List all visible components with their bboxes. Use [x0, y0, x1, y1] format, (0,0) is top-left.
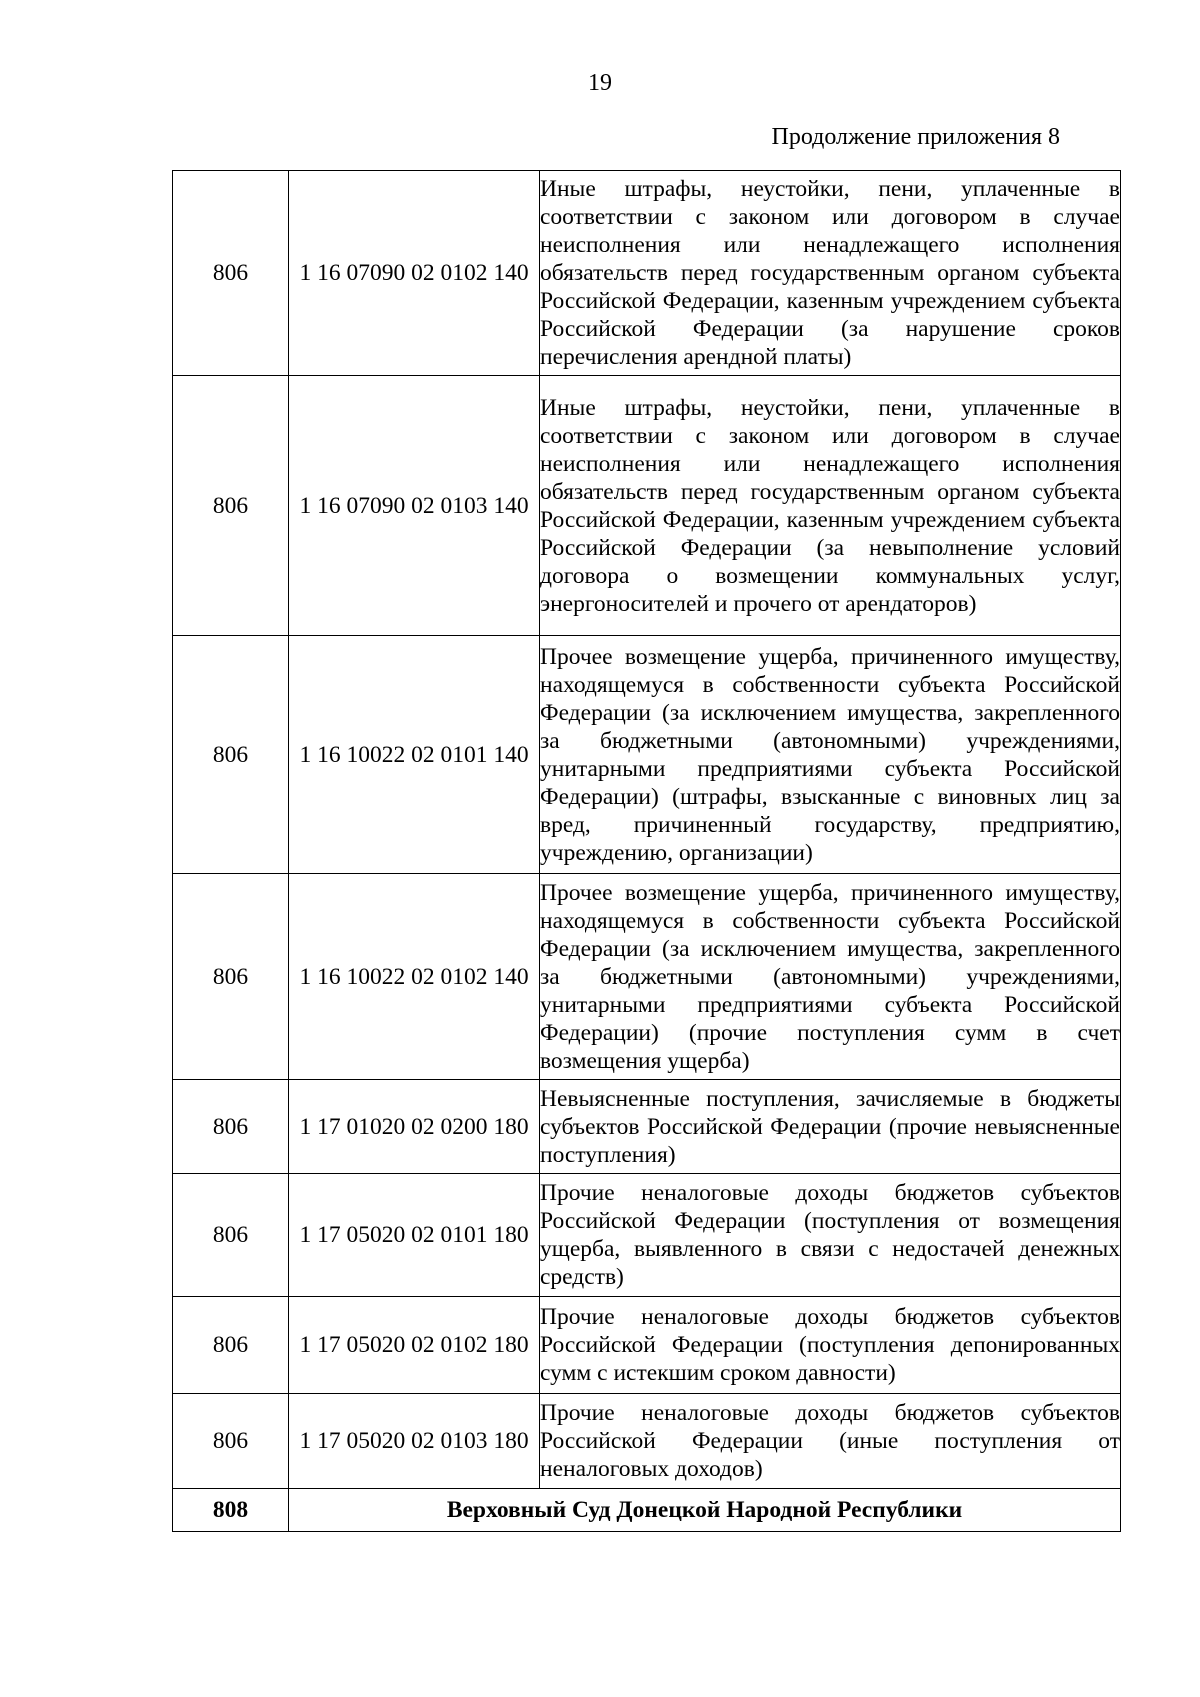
admin-code-cell: 806 [173, 874, 289, 1080]
budget-code-cell: 1 17 05020 02 0102 180 [289, 1297, 540, 1394]
table-row [173, 171, 1121, 376]
table-row [173, 1297, 1121, 1394]
budget-code-cell: 1 17 05020 02 0103 180 [289, 1394, 540, 1489]
description-cell: Прочие неналоговые доходы бюджетов субъектов Российской Федерации (поступления депонированных сумм с истекшим сроком давности) [540, 1297, 1121, 1394]
description-cell: Прочее возмещение ущерба, причиненного имуществу, находящемуся в собственности субъекта Российской Федерации (за исключением имущества, закрепленного за бюджетными (автономными) учреждениями, унитарными предприятиями субъекта Российской Федерации) (штрафы, взысканные с виновных лиц за вред, причиненный государству, предприятию, учреждению, организации) [540, 636, 1121, 874]
budget-code-cell: 1 16 07090 02 0103 140 [289, 376, 540, 636]
description-cell: Иные штрафы, неустойки, пени, уплаченные в соответствии с законом или договором в случае неисполнения или ненадлежащего исполнения обязательств перед государственным органом субъекта Российской Федерации, казенным учреждением субъекта Российской Федерации (за нарушение сроков перечисления арендной платы) [540, 171, 1121, 376]
budget-code-cell: 1 17 05020 02 0101 180 [289, 1174, 540, 1297]
admin-code-cell: 808 [173, 1489, 289, 1532]
table-row [173, 874, 1121, 1080]
table-row [173, 1080, 1121, 1174]
page-number: 19 [588, 70, 612, 96]
admin-code-cell: 806 [173, 1297, 289, 1394]
budget-code-cell: 1 16 07090 02 0102 140 [289, 171, 540, 376]
appendix-continuation-note: Продолжение приложения 8 [771, 124, 1060, 150]
description-cell: Иные штрафы, неустойки, пени, уплаченные в соответствии с законом или договором в случае неисполнения или ненадлежащего исполнения обязательств перед государственным органом субъекта Российской Федерации, казенным учреждением субъекта Российской Федерации (за невыполнение условий договора о возмещении коммунальных услуг, энергоносителей и прочего от арендаторов) [540, 376, 1121, 636]
budget-code-cell: 1 16 10022 02 0101 140 [289, 636, 540, 874]
admin-code-cell: 806 [173, 1080, 289, 1174]
admin-code-cell: 806 [173, 1394, 289, 1489]
description-cell: Прочие неналоговые доходы бюджетов субъектов Российской Федерации (иные поступления от неналоговых доходов) [540, 1394, 1121, 1489]
admin-code-cell: 806 [173, 171, 289, 376]
budget-code-cell: 1 16 10022 02 0102 140 [289, 874, 540, 1080]
budget-code-cell: 1 17 01020 02 0200 180 [289, 1080, 540, 1174]
description-cell: Прочее возмещение ущерба, причиненного имуществу, находящемуся в собственности субъекта Российской Федерации (за исключением имущества, закрепленного за бюджетными (автономными) учреждениями, унитарными предприятиями субъекта Российской Федерации) (прочие поступления сумм в счет возмещения ущерба) [540, 874, 1121, 1080]
admin-code-cell: 806 [173, 1174, 289, 1297]
admin-code-cell: 806 [173, 376, 289, 636]
table-row [173, 636, 1121, 874]
revenue-codes-table [172, 170, 1121, 1532]
description-cell: Прочие неналоговые доходы бюджетов субъектов Российской Федерации (поступления от возмещения ущерба, выявленного в связи с недостачей денежных средств) [540, 1174, 1121, 1297]
section-heading-row [173, 1489, 1121, 1532]
table-row [173, 376, 1121, 636]
table-row [173, 1174, 1121, 1297]
administrator-name-cell: Верховный Суд Донецкой Народной Республики [289, 1489, 1121, 1532]
admin-code-cell: 806 [173, 636, 289, 874]
table-row [173, 1394, 1121, 1489]
description-cell: Невыясненные поступления, зачисляемые в бюджеты субъектов Российской Федерации (прочие невыясненные поступления) [540, 1080, 1121, 1174]
